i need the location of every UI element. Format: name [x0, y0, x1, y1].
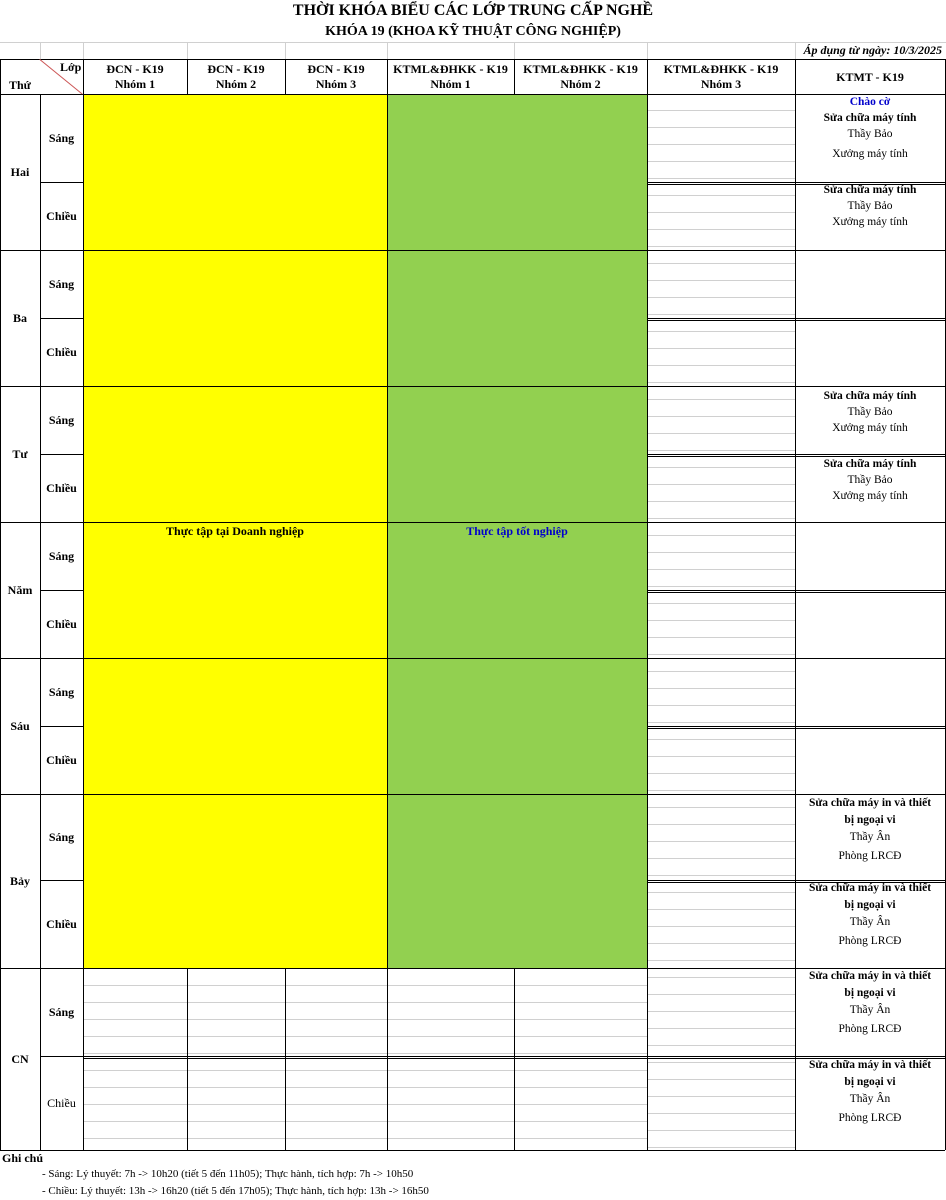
ktmt-sat-am-entry: [797, 795, 943, 865]
gridline: [647, 382, 795, 383]
gridline: [647, 739, 795, 740]
day-label-mon: Hai: [10, 164, 30, 179]
column-header-line1: KTML&ĐHKK - K19: [393, 62, 508, 76]
gridline: [647, 246, 795, 247]
gridline: [647, 688, 795, 689]
column-divider: [187, 968, 188, 1150]
gridline: [83, 1002, 647, 1003]
gridline: [514, 42, 515, 60]
notes-line-afternoon: - Chiều: Lý thuyết: 13h -> 16h20 (tiết 5 đến 17h05); Thực hành, tích hợp: 13h -> 16h50: [42, 1185, 429, 1197]
teacher-name: Thầy Bảo: [847, 406, 893, 418]
gridline: [647, 1045, 795, 1046]
gridline: [83, 1019, 647, 1020]
room-name: Phòng LRCĐ: [838, 1112, 902, 1124]
session-label-fri-am: Sáng: [48, 684, 75, 699]
subject-name: Sửa chữa máy tính: [823, 458, 917, 470]
day-separator: [0, 658, 945, 659]
column-header-line1: KTML&ĐHKK - K19: [523, 62, 638, 76]
gridline: [83, 1121, 647, 1122]
column-header-ktml-3: [647, 60, 795, 94]
session-label-fri-pm: Chiều: [46, 752, 77, 767]
gridline: [647, 195, 795, 196]
ktml-graduation-block: [387, 94, 647, 968]
ktmt-sun-pm-entry: [797, 1057, 943, 1127]
day-separator: [0, 522, 945, 523]
column-divider: [83, 59, 84, 1150]
gridline: [647, 229, 795, 230]
subject-name: Sửa chữa máy tính: [823, 184, 917, 196]
day-label-thu: Năm: [7, 582, 33, 597]
gridline: [647, 977, 795, 978]
gridline: [647, 127, 795, 128]
session-label-thu-pm: Chiều: [46, 616, 77, 631]
teacher-name: Thầy Bảo: [847, 474, 893, 486]
corner-day-label: Thứ: [9, 78, 31, 92]
column-header-line2: Nhóm 2: [560, 77, 601, 91]
session-label-mon-am: Sáng: [48, 130, 75, 145]
notes-label: Ghi chú: [2, 1151, 44, 1165]
column-divider: [647, 59, 648, 1150]
gridline: [647, 756, 795, 757]
subject-name: Sửa chữa máy in và thiết: [808, 797, 932, 809]
teacher-name: Thầy Ân: [849, 831, 891, 843]
gridline: [795, 42, 796, 60]
gridline: [647, 263, 795, 264]
column-header-line2: Nhóm 3: [315, 77, 357, 91]
column-header-ktml-1: [387, 60, 514, 94]
day-label-sat: Bảy: [9, 873, 30, 888]
column-header-line1: ĐCN - K19: [307, 62, 365, 76]
gridline: [0, 42, 946, 43]
subject-name-cont: bị ngoại vi: [844, 1076, 896, 1088]
gridline: [647, 467, 795, 468]
subject-name-cont: bị ngoại vi: [844, 899, 896, 911]
room-name: Xưởng máy tính: [832, 148, 908, 160]
gridline: [647, 314, 795, 315]
gridline: [647, 569, 795, 570]
column-header-line1: ĐCN - K19: [106, 62, 164, 76]
gridline: [83, 1104, 647, 1105]
gridline: [647, 1130, 795, 1131]
gridline: [647, 1113, 795, 1114]
room-name: Phòng LRCĐ: [838, 1023, 902, 1035]
room-name: Xưởng máy tính: [832, 490, 908, 502]
teacher-name: Thầy Bảo: [847, 200, 893, 212]
room-name: Phòng LRCĐ: [838, 935, 902, 947]
gridline: [187, 42, 188, 60]
gridline: [647, 1147, 795, 1148]
gridline: [647, 399, 795, 400]
gridline: [647, 926, 795, 927]
ktmt-sun-am-entry: [797, 968, 943, 1038]
session-separator: [647, 320, 945, 321]
gridline: [647, 1028, 795, 1029]
gridline: [647, 790, 795, 791]
gridline: [647, 671, 795, 672]
column-header-ktml-2: [514, 60, 647, 94]
ktml-graduation-label: Thực tập tốt nghiệp: [466, 523, 568, 538]
gridline: [83, 42, 84, 60]
gridline: [647, 365, 795, 366]
gridline: [647, 943, 795, 944]
room-name: Xưởng máy tính: [832, 422, 908, 434]
session-separator: [647, 726, 945, 727]
column-header-line2: Nhóm 3: [700, 77, 742, 91]
gridline: [647, 1096, 795, 1097]
page-title: THỜI KHÓA BIỂU CÁC LỚP TRUNG CẤP NGHỀ: [292, 2, 654, 19]
gridline: [83, 1070, 647, 1071]
session-separator: [647, 454, 945, 455]
gridline: [285, 42, 286, 60]
session-label-sun-am: Sáng: [48, 1004, 75, 1019]
subject-name-cont: bị ngoại vi: [844, 814, 896, 826]
gridline: [647, 909, 795, 910]
column-divider: [387, 59, 388, 1150]
page-subtitle: KHÓA 19 (KHOA KỸ THUẬT CÔNG NGHIỆP): [325, 24, 621, 39]
gridline: [647, 348, 795, 349]
column-header-ktmt: [795, 60, 945, 94]
column-header-line2: Nhóm 1: [430, 77, 471, 91]
session-label-wed-am: Sáng: [48, 412, 75, 427]
session-label-sun-pm: Chiều: [47, 1095, 76, 1110]
room-name: Xưởng máy tính: [832, 216, 908, 228]
gridline: [647, 518, 795, 519]
gridline: [83, 1053, 647, 1054]
ktmt-sat-pm-entry: [797, 880, 943, 950]
gridline: [647, 161, 795, 162]
subject-name: Sửa chữa máy in và thiết: [808, 882, 932, 894]
gridline: [647, 433, 795, 434]
day-separator: [0, 1150, 945, 1151]
gridline: [647, 773, 795, 774]
teacher-name: Thầy Bảo: [847, 128, 893, 140]
gridline: [83, 1087, 647, 1088]
flag-ceremony: Chào cờ: [849, 96, 891, 108]
session-label-tue-am: Sáng: [48, 276, 75, 291]
day-separator: [0, 386, 945, 387]
ktmt-mon-pm-entry: [797, 182, 943, 230]
corner-class-label: Lớp: [60, 60, 82, 74]
column-divider: [795, 59, 796, 1150]
session-label-mon-pm: Chiều: [46, 208, 77, 223]
session-label-wed-pm: Chiều: [46, 480, 77, 495]
gridline: [647, 110, 795, 111]
day-label-sun: CN: [11, 1051, 29, 1066]
column-header-line1: ĐCN - K19: [207, 62, 265, 76]
gridline: [83, 985, 647, 986]
teacher-name: Thầy Ân: [849, 1093, 891, 1105]
dcn-internship-block: [83, 94, 387, 968]
gridline: [387, 42, 388, 60]
session-separator: [647, 592, 945, 593]
session-label-thu-am: Sáng: [48, 548, 75, 563]
apply-date: Áp dụng từ ngày: 10/3/2025: [803, 43, 942, 57]
column-header-dcn-2: [187, 60, 285, 94]
gridline: [647, 416, 795, 417]
day-label-fri: Sáu: [10, 718, 30, 733]
gridline: [647, 807, 795, 808]
column-divider: [514, 968, 515, 1150]
notes-line-morning: - Sáng: Lý thuyết: 7h -> 10h20 (tiết 5 đến 11h05); Thực hành, tích hợp: 7h -> 10h50: [42, 1168, 414, 1180]
gridline: [647, 994, 795, 995]
gridline: [40, 42, 41, 60]
gridline: [83, 1138, 647, 1139]
gridline: [647, 535, 795, 536]
column-header-line2: Nhóm 2: [215, 77, 257, 91]
gridline: [647, 280, 795, 281]
session-separator: [647, 590, 945, 591]
ktmt-wed-pm-entry: [797, 456, 943, 504]
gridline: [647, 450, 795, 451]
gridline: [647, 620, 795, 621]
session-label-sat-pm: Chiều: [46, 916, 77, 931]
subject-name: Sửa chữa máy tính: [823, 390, 917, 402]
subject-name: Sửa chữa máy in và thiết: [808, 970, 932, 982]
column-header-line1: KTMT - K19: [836, 69, 904, 84]
gridline: [647, 841, 795, 842]
room-name: Phòng LRCĐ: [838, 850, 902, 862]
session-separator: [647, 318, 945, 319]
subject-name: Sửa chữa máy in và thiết: [808, 1059, 932, 1071]
gridline: [647, 1011, 795, 1012]
subject-name: Sửa chữa máy tính: [823, 112, 917, 124]
gridline: [647, 1062, 795, 1063]
ktmt-mon-am-entry: [797, 110, 943, 162]
gridline: [647, 484, 795, 485]
gridline: [647, 603, 795, 604]
gridline: [647, 705, 795, 706]
gridline: [647, 297, 795, 298]
gridline: [647, 178, 795, 179]
session-separator: [647, 728, 945, 729]
gridline: [647, 824, 795, 825]
gridline: [647, 501, 795, 502]
gridline: [647, 144, 795, 145]
session-label-tue-pm: Chiều: [46, 344, 77, 359]
day-label-tue: Ba: [12, 310, 27, 325]
dcn-internship-label: Thực tập tại Doanh nghiệp: [166, 523, 304, 538]
column-header-line2: Nhóm 1: [114, 77, 156, 91]
gridline: [83, 1036, 647, 1037]
gridline: [647, 1079, 795, 1080]
gridline: [647, 586, 795, 587]
gridline: [647, 960, 795, 961]
gridline: [647, 637, 795, 638]
gridline: [647, 892, 795, 893]
teacher-name: Thầy Ân: [849, 1004, 891, 1016]
day-separator: [0, 250, 945, 251]
gridline: [647, 552, 795, 553]
ktmt-wed-am-entry: [797, 388, 943, 436]
column-divider: [285, 968, 286, 1150]
subject-name-cont: bị ngoại vi: [844, 987, 896, 999]
gridline: [647, 331, 795, 332]
day-label-wed: Tư: [12, 446, 28, 461]
gridline: [647, 654, 795, 655]
column-header-line1: KTML&ĐHKK - K19: [663, 62, 779, 76]
gridline: [647, 212, 795, 213]
gridline: [647, 42, 648, 60]
gridline: [647, 858, 795, 859]
session-label-sat-am: Sáng: [48, 829, 75, 844]
gridline: [647, 875, 795, 876]
gridline: [647, 722, 795, 723]
teacher-name: Thầy Ân: [849, 916, 891, 928]
column-header-dcn-3: [285, 60, 387, 94]
column-header-dcn-1: [83, 60, 187, 94]
